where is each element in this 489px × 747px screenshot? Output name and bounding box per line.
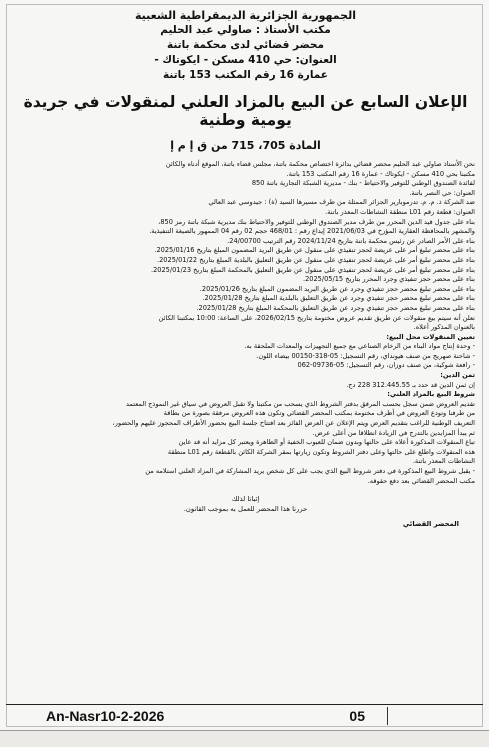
next-page-strip [0, 730, 489, 747]
body-line: لفائدة الصندوق الوطني للتوفير والاحتياط - بنك - مديرية الشبكة التجارية باتنة 850 [251, 179, 475, 188]
body-line: تقديم العروض ضمن سجل بحسب المرفق بدفتر الشروط الذي يسحب من مكتبنا ولا تقبل العروض في سياق غير النموذج المعتمد [125, 399, 475, 408]
body-line: نحن الأستاذ صاولي عبد الحليم محضر قضائي بدائرة اختصاص محكمة باتنة، مجلس قضاء باتنة، الموقع أدناه والكائن [165, 160, 475, 168]
body-line: بناء على محضر تبليغ أمر على عريضة لحجز تنفيذي على منقول عن طريق التعليق بالمحكمة المبلغ بتاريخ 2025/01/23. [150, 265, 475, 274]
body-line: من طرفنا وتودع العروض في أظرف مختومة بمكتب المحضر القضائي وتكون هذه العروض مرفقة بصورة من بطاقة [163, 409, 475, 418]
body-line: - شاحنة صهريج من صنف هيونداي، رقم التسجيل: 05-318-00150 بيضاء اللون. [256, 351, 475, 360]
header-line-republic: الجمهورية الجزائرية الديمقراطية الشعبية [135, 9, 356, 22]
body-line: بالعنوان المذكور أعلاه. [413, 323, 475, 332]
publication-date: An-Nasr10-2-2026 [46, 708, 165, 724]
bailiff-signature: المحضر القضائي [402, 520, 459, 529]
body-line: مكتبنا بحي 410 مسكن - ايكوتاك - عمارة 16 رقم المكتب 153 باتنة. [286, 169, 475, 178]
body-line: إن ثمن الدين قد حدد بـ 312.445.55 228 دج. [346, 380, 475, 389]
body-line: بناء على محضر تبليغ أمر على عريضة لحجز تنفيذي على منقول عن طريق البريد المضمون المبلغ بتاريخ 2025/01/16. [154, 246, 475, 255]
body-line: ثم يبدأ المزايدين بالتدرج في الزيادة انطلاقا من أعلى عرض. [312, 428, 475, 437]
body-line: والمشهر بالمحافظة العقارية المؤرخ في 2021/06/03 إيداع رقم : 468/01 حجم 02 رقم 04 الممهور بالصيغة التنفيذية. [149, 227, 475, 236]
body-line: العنوان: حي النصر باتنة. [409, 188, 475, 197]
body-line: بناء على محضر تبليغ محضر حجز تنفيذي وجرد عن طريق البريد المضمون المبلغ بتاريخ 2025/01/26. [199, 284, 475, 293]
body-line: بناء على الأمر الصادر عن رئيس محكمة باتنة بتاريخ 2024/11/24 رقم الترتيب 24/00700. [227, 236, 475, 245]
body-line: ثمن الدين: [440, 371, 475, 380]
notice-frame [6, 4, 483, 727]
body-line: بناء على محضر تبليغ محضر حجز تنفيذي وجرد عن طريق التعليق بالمحكمة المبلغ بتاريخ 2025/01/28. [196, 303, 475, 312]
page-number: 05 [349, 708, 365, 724]
body-line: - رافعة شوكية، من صنف دوزان، رقم التسجيل: 05-09736-062 [297, 361, 475, 370]
body-line: نعلن أنه سيتم بيع منقولات عن طريق تقديم عروض مختومة بتاريخ 2026/02/15، على الساعة: 10:00 بمكتبنا الكائن [158, 313, 475, 322]
body-line: شروط البيع بالمزاد العلني: [387, 390, 475, 399]
page-footer [6, 704, 483, 727]
body-line: بناء على محضر تبليغ أمر على عريضة لحجز تنفيذي على منقول عن طريق التعليق بالبلدية المبلغ بتاريخ 2025/01/22. [157, 255, 475, 264]
header-line-address: العنوان: حي 410 مسكن - ايكوتاك - [154, 54, 337, 66]
body-line: بناء على محضر تبليغ محضر حجز تنفيذي وجرد عن طريق التعليق بالبلدية المبلغ بتاريخ 2025/01/28. [202, 294, 475, 303]
body-line: هذه المنقولات واطلع على حالتها وعلى دفتر الشروط وتكون زيارتها بمقر الشركة الكائن بالقطعة رقم L01 منطقة [167, 447, 475, 456]
body-line: العنوان: قطعة رقم L01 منطقة النشاطات المعذر باتنة. [325, 207, 475, 216]
body-line: ضد الشركة ذ. م. م. تدرموبارير الجزائر الممثلة من طرف مسيرها السيد (ة) : جيدوسي عبد العالي [208, 198, 475, 207]
body-line: تباع المنقولات المذكورة أعلاه على حالتها وبدون ضمان للعيوب الخفية أو الظاهرة ويعتبر كل مزايد أنه قد عاين [178, 438, 475, 447]
header-line-bailiff: محضر قضائي لدى محكمة باتنة [167, 39, 324, 51]
header-line-office: مكتب الأستاذ : صاولي عبد الحليم [160, 24, 331, 36]
body-line: بناء على محضر حجز تنفيذي وجرد المحرر بتاريخ 2025/05/15. [302, 275, 475, 284]
legal-reference: المادة 705، 715 من ق إ م إ [170, 139, 321, 152]
body-line: النشاطات المعذر باتنة. [412, 457, 475, 466]
notice-title: الإعلان السابع عن البيع بالمزاد العلني لمنقولات في جريدة يومية وطنية [23, 93, 468, 129]
closing-line-1: إثباتا لذلك [231, 495, 260, 504]
header-line-building: عمارة 16 رقم المكتب 153 باتنة [163, 69, 328, 81]
body-line: - وحدة إنتاج مواد البناء من الرخام الصناعي مع جميع التجهيزات والمعدات الملحقة به. [244, 342, 475, 351]
body-line: بناء على جدول قيد الدين المحرر من طرف مدير الصندوق الوطني للتوفير والاحتياط بنك مديرية شبكة باتنة رمز 850، [158, 217, 475, 226]
body-line: - يقبل شروط البيع المذكورة في دفتر شروط البيع الذي يجب على كل شخص يريد المشاركة في المزاد العلني استلامه من [145, 467, 475, 475]
footer-divider [387, 707, 388, 725]
closing-line-2: حررنا هذا المحضر للعمل به بموجب القانون. [183, 505, 308, 514]
body-line: تعيين المنقولات محل البيع: [386, 332, 475, 341]
body-line: التعريف الوطنية للراغب بتقديم العرض ويتم الإعلان عن العرض الفائز بعد افتتاح جلسة البيع بحضور الأطراف المحجوز عليهم والحضور، [112, 419, 475, 428]
body-line: مكتب المحضر القضائي بعد دفع حقوقه. [367, 476, 475, 485]
